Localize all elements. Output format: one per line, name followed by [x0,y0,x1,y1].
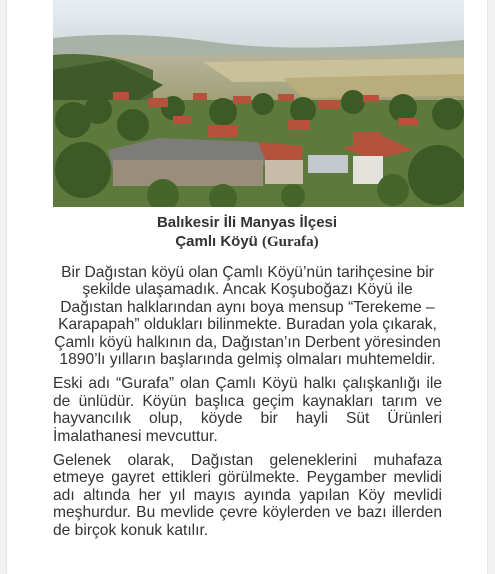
article-paragraph: Gelenek olarak, Dağıstan geleneklerini muhafaza etmeye gayret ettikleri görülmekte. Peygamber mevlidi adı altında her yıl mayıs ayında yapılan Köy mevlidi meşhurdur. Bu mevlide çevre köylerden ve bazı illerden de birçok konuk katılır. [53,452,442,539]
article-paragraph: Eski adı “Gurafa” olan Çamlı Köyü halkı çalışkanlığı ile de ünlüdür. Köyün başlıca geçim kaynakları tarım ve hayvancılık olup, köyde bir hayli Süt Ürünleri İmalathanesi mevcuttur. [53,375,442,445]
article-body [53,264,442,546]
caption-village-line [7,232,487,252]
village-photo [53,0,464,207]
caption-location-line: Balıkesir İli Manyas İlçesi [156,214,338,231]
village-landscape-photo-icon [53,0,464,207]
article-paragraph: Bir Dağıstan köyü olan Çamlı Köyü’nün tarihçesine bir şekilde ulaşamadık. Ancak Koşuboğazı Köyü ile Dağıstan halklarından aynı boya mensup “Terekeme – Karapapah” oldukları bilinmekte. Buradan yola çıkarak, Çamlı köyü halkının da, Dağıstan’ın Derbent yöresinden 1890’lı yılların başlarında gelmiş olmaları muhtemeldir. [54,264,441,369]
photo-caption [7,213,487,252]
article-page [7,0,487,574]
caption-village-name: Çamlı Köyü [175,233,258,250]
caption-old-name: (Gurafa) [262,234,319,250]
